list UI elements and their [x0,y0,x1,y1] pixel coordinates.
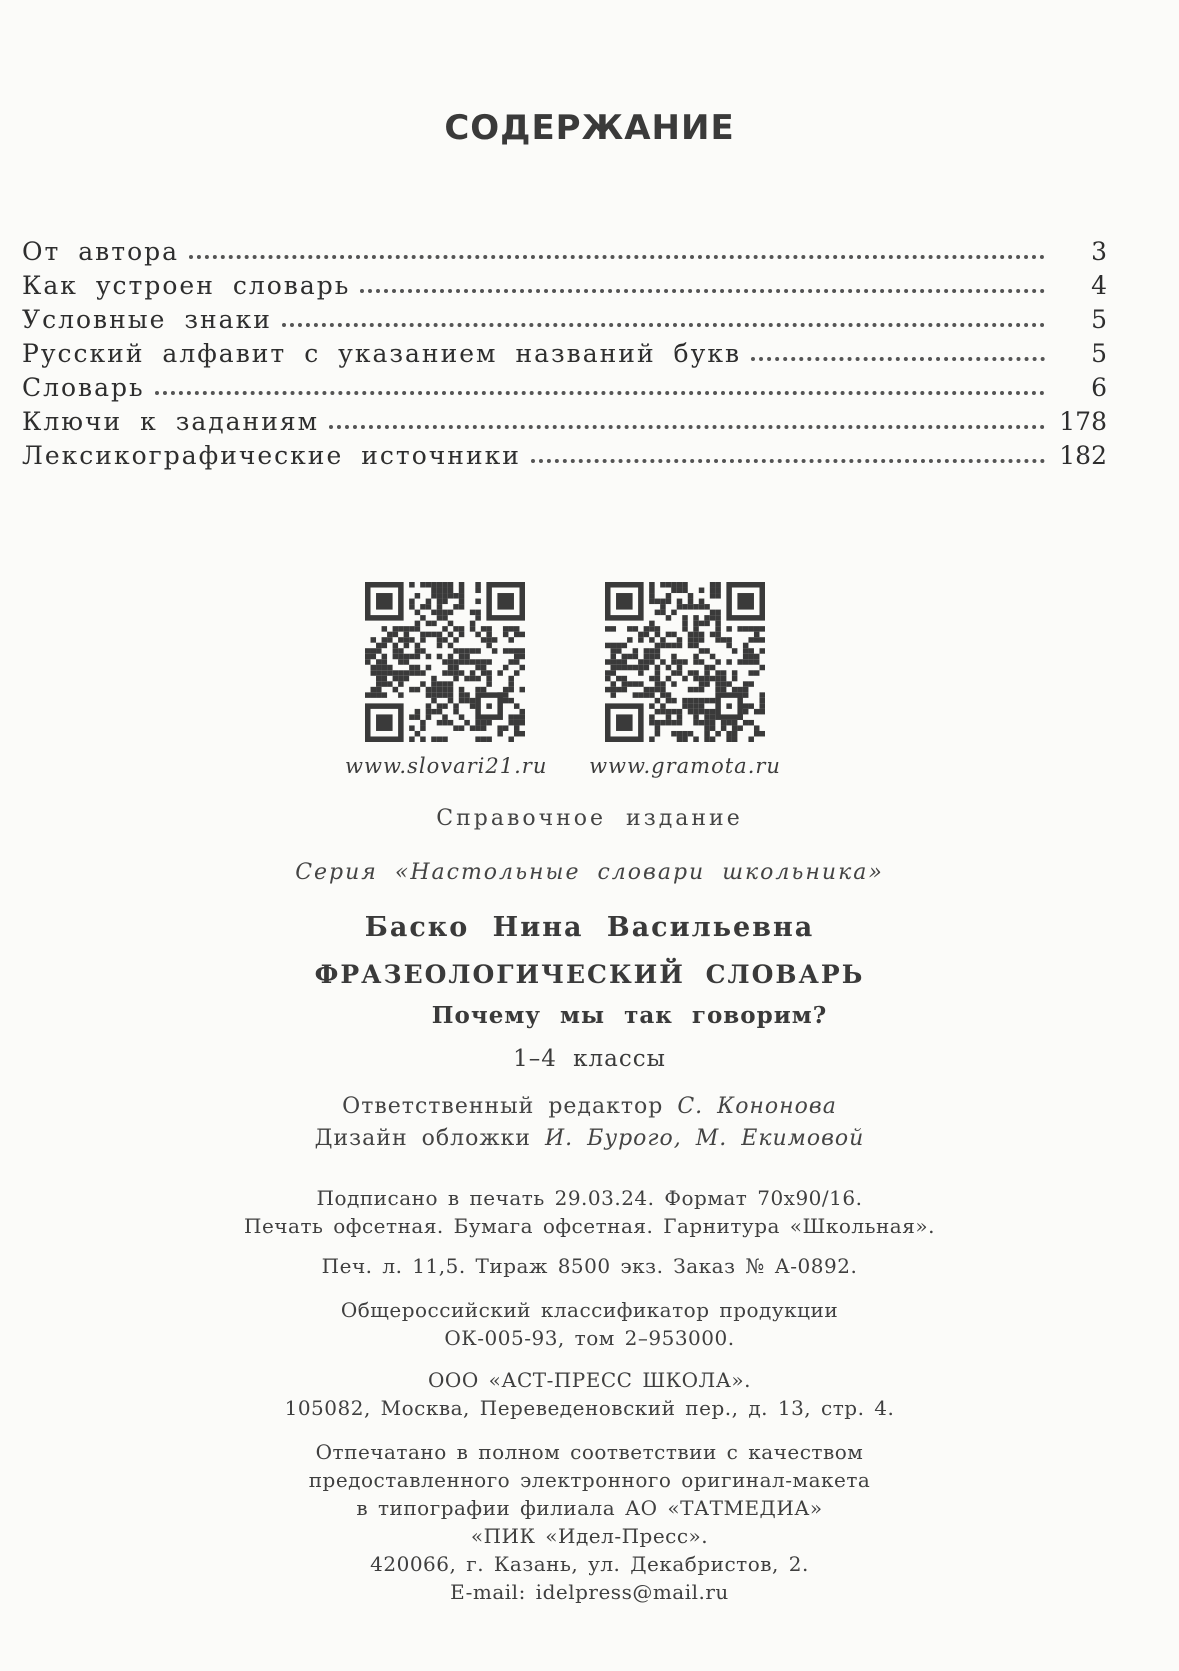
imprint-printer-note: предоставленного электронного оригинал-макета [308,1468,871,1492]
toc-entry-page: 6 [1091,373,1107,402]
book-title: ФРАЗЕОЛОГИЧЕСКИЙ СЛОВАРЬ [314,960,865,989]
toc-entry [22,266,1107,300]
series-name: Серия «Настольные словари школьника» [295,860,884,885]
imprint-printer-address: 420066, г. Казань, ул. Декабристов, 2. [370,1552,809,1576]
cover-design-names: И. Бурого, М. Екимовой [544,1126,865,1151]
toc-entry-title: Русский алфавит с указанием названий букв [22,339,742,368]
imprint-classifier-code: ОК-005-93, том 2–953000. [444,1326,735,1350]
toc-entry-title: Словарь [22,373,145,402]
imprint-printer-name: «ПИК «Идел-Пресс». [470,1524,709,1548]
toc-entry-title: Как устроен словарь [22,271,351,300]
toc-entry-page: 4 [1091,271,1107,300]
toc-entry [22,402,1107,436]
toc-entry [22,436,1107,470]
dot-leader [155,391,1045,395]
imprint-sheets: Печ. л. 11,5. Тираж 8500 экз. Заказ № А-0892. [321,1254,858,1278]
imprint-signed: Подписано в печать 29.03.24. Формат 70х90/16. [316,1186,863,1210]
toc-entry [22,300,1107,334]
toc-entry-page: 178 [1059,407,1107,436]
toc-entry-title: Лексикографические источники [22,441,521,470]
grade-range: 1–4 классы [513,1046,666,1072]
imprint-classifier: Общероссийский классификатор продукции [340,1298,839,1322]
imprint-publisher-address: 105082, Москва, Переведеновский пер., д. 13, стр. 4. [284,1396,895,1420]
editor-label: Ответственный редактор [342,1094,664,1119]
qr-caption-link[interactable]: www.gramota.ru [589,754,781,778]
edition-type: Справочное издание [436,806,743,831]
table-of-contents [22,232,1107,470]
dot-leader [329,425,1045,429]
qr-block-gramota [585,582,785,778]
cover-design-label: Дизайн обложки [314,1126,531,1151]
toc-entry-page: 182 [1059,441,1107,470]
toc-entry-page: 5 [1091,305,1107,334]
editor-line [0,1094,1179,1119]
author-name: Баско Нина Васильевна [364,912,815,943]
dot-leader [189,255,1045,259]
imprint-publisher: ООО «АСТ-ПРЕСС ШКОЛА». [428,1368,751,1392]
dot-leader [531,459,1045,463]
toc-entry-title: Условные знаки [22,305,272,334]
toc-entry [22,334,1107,368]
dot-leader [360,289,1045,293]
dot-leader [282,323,1045,327]
toc-entry-title: От автора [22,237,180,266]
book-subtitle: Почему мы так говорим? [431,1002,828,1029]
qr-code-icon[interactable] [605,582,765,742]
contents-heading: СОДЕРЖАНИЕ [444,108,735,148]
toc-entry [22,232,1107,266]
toc-entry-page: 3 [1091,237,1107,266]
toc-entry-title: Ключи к заданиям [22,407,320,436]
qr-code-icon[interactable] [365,582,525,742]
imprint-email: E-mail: idelpress@mail.ru [450,1580,729,1604]
imprint-printer-note: Отпечатано в полном соответствии с качеством [315,1440,864,1464]
qr-block-slovari21 [345,582,548,778]
editor-name: С. Кононова [677,1094,837,1119]
toc-entry [22,368,1107,402]
imprint-print: Печать офсетная. Бумага офсетная. Гарнитура «Школьная». [244,1214,935,1238]
qr-caption-link[interactable]: www.slovari21.ru [345,754,548,778]
imprint-printer-name: в типографии филиала АО «ТАТМЕДИА» [356,1496,823,1520]
dot-leader [751,357,1045,361]
cover-design-line [0,1126,1179,1151]
toc-entry-page: 5 [1091,339,1107,368]
